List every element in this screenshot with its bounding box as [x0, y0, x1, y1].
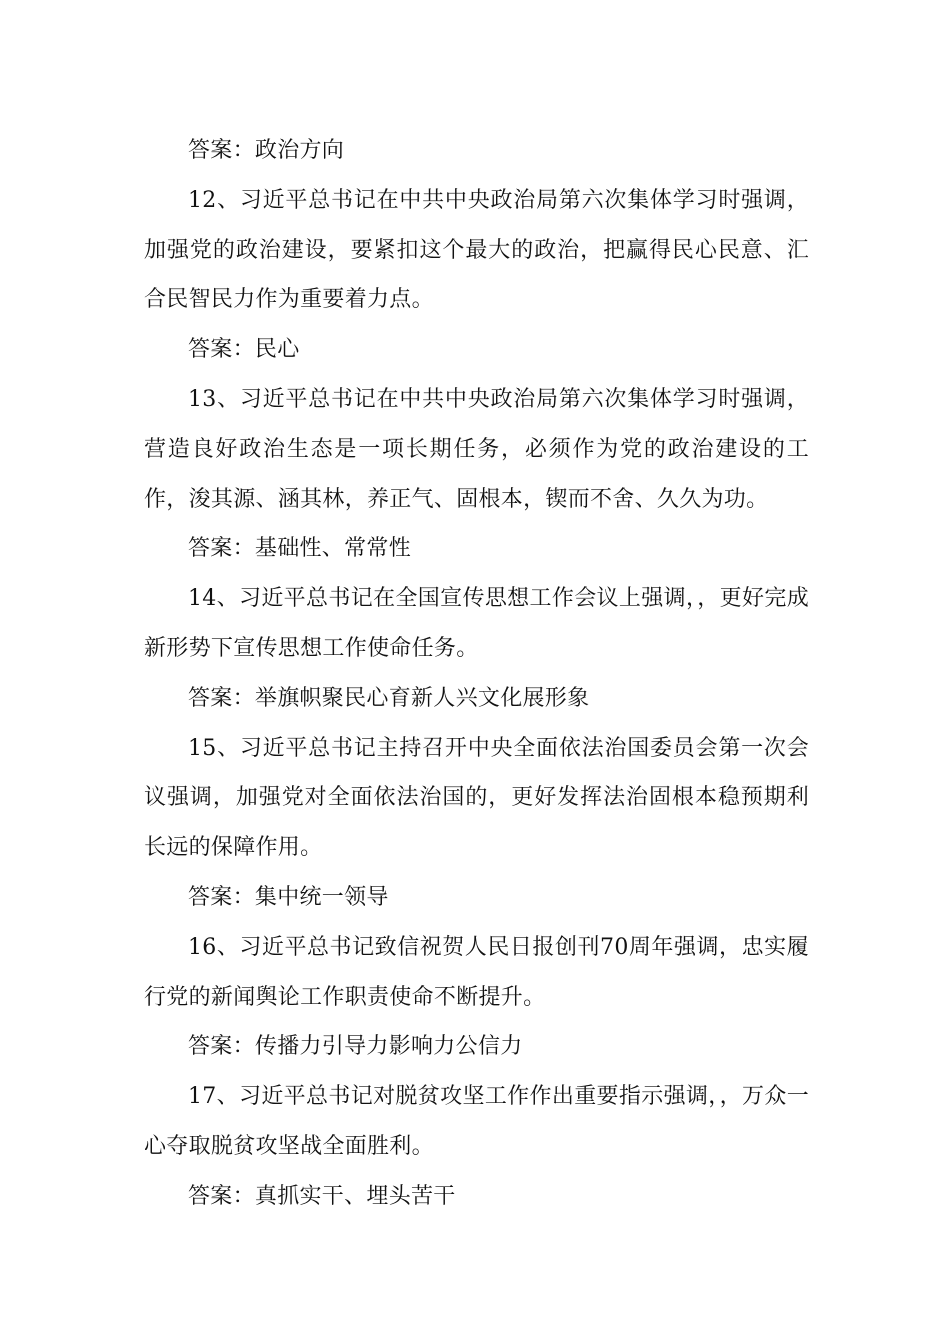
question-paragraph-12: 12、习近平总书记在中共中央政治局第六次集体学习时强调，加强党的政治建设，要紧扣这个最大的政治，把赢得民心民意、汇合民智民力作为重要着力点。	[144, 187, 809, 313]
question-paragraph-13: 13、习近平总书记在中共中央政治局第六次集体学习时强调，营造良好政治生态是一项长期任务，必须作为党的政治建设的工作，浚其源、涵其林，养正气、固根本，锲而不舍、久久为功。	[144, 386, 809, 512]
question-paragraph-14: 14、习近平总书记在全国宣传思想工作会议上强调，，更好完成新形势下宣传思想工作使命任务。	[144, 586, 809, 661]
answer-paragraph: 答案：真抓实干、埋头苦干	[188, 1183, 456, 1209]
answer-paragraph: 答案：举旗帜聚民心育新人兴文化展形象	[188, 685, 590, 711]
answer-paragraph: 答案：基础性、常常性	[188, 536, 412, 562]
answer-paragraph: 答案：民心	[188, 337, 300, 363]
question-paragraph-15: 15、习近平总书记主持召开中央全面依法治国委员会第一次会议强调，加强党对全面依法治国的，更好发挥法治固根本稳预期利长远的保障作用。	[144, 735, 809, 861]
question-paragraph-16: 16、习近平总书记致信祝贺人民日报创刊70周年强调，忠实履行党的新闻舆论工作职责使命不断提升。	[144, 934, 809, 1010]
answer-paragraph: 答案：传播力引导力影响力公信力	[188, 1034, 523, 1060]
answer-paragraph: 答案：集中统一领导	[188, 884, 389, 910]
answer-paragraph: 答案：政治方向	[188, 138, 345, 163]
question-paragraph-17: 17、习近平总书记对脱贫攻坚工作作出重要指示强调，，万众一心夺取脱贫攻坚战全面胜利。	[144, 1084, 809, 1159]
document-body	[144, 126, 809, 1222]
